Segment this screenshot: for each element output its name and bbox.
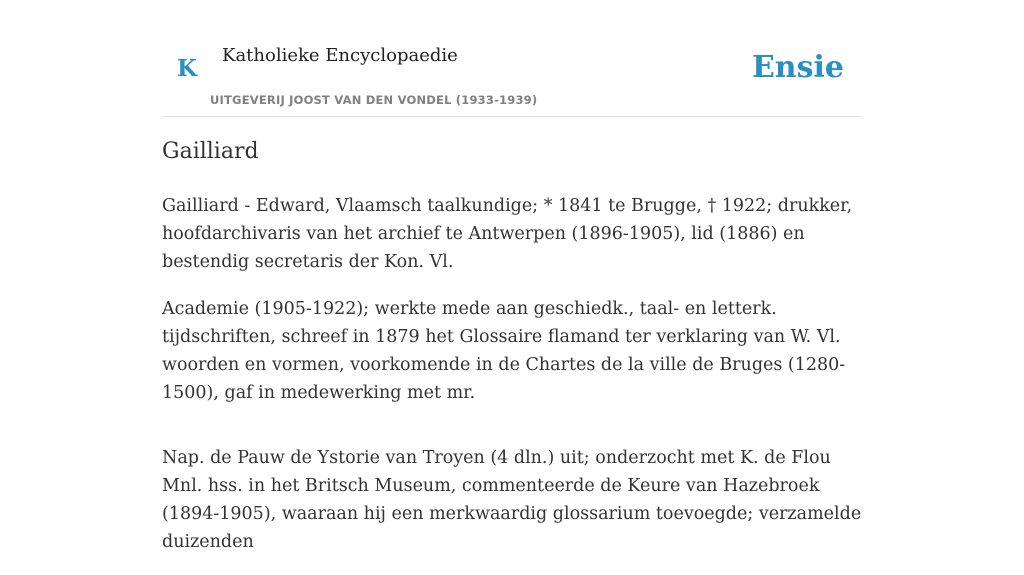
ensie-logo[interactable]: Ensie bbox=[751, 50, 844, 85]
entry-paragraph: Nap. de Pauw de Ystorie van Troyen (4 dln.) uit; onderzocht met K. de Flou Mnl. hss. in het Britsch Museum, commenteerde de Keure van Hazebroek (1894-1905), waaraan hij een merkwaardig glossarium toevoegde; verzamelde duizenden bbox=[162, 448, 862, 552]
entry-paragraph: Gailliard - Edward, Vlaamsch taalkundige; * 1841 te Brugge, † 1922; drukker, hoofdarchivaris van het archief te Antwerpen (1896-1905), lid (1886) en bestendig secretaris der Kon. Vl. bbox=[162, 196, 853, 272]
publication-title[interactable]: Katholieke Encyclopaedie bbox=[222, 45, 458, 66]
entry-body bbox=[162, 192, 862, 575]
entry-title: Gailliard bbox=[162, 139, 259, 164]
publisher-subtitle: UITGEVERIJ JOOST VAN DEN VONDEL (1933-1939) bbox=[210, 93, 538, 107]
site-header bbox=[162, 0, 862, 117]
publication-logo[interactable]: K bbox=[177, 55, 197, 82]
entry-paragraph: Academie (1905-1922); werkte mede aan geschiedk., taal- en letterk. tijdschriften, schreef in 1879 het Glossaire flamand ter verklaring van W. Vl. woorden en vormen, voorkomende in de Chartes de la ville de Bruges (1280-1500), gaf in medewerking met mr. bbox=[162, 299, 846, 403]
